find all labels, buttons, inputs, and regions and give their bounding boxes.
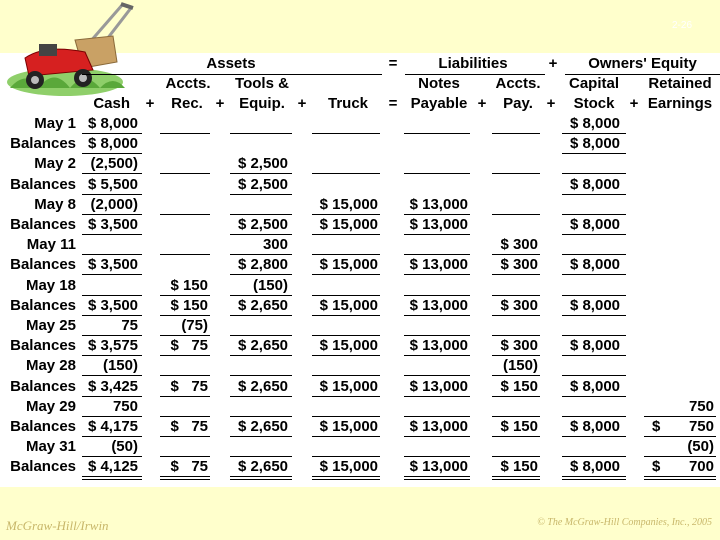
cell-truck: $ 15,000 <box>319 377 378 395</box>
cell-retained-dollar: $ <box>652 458 661 476</box>
cell-underline <box>312 479 380 480</box>
cell-underline <box>160 173 210 174</box>
cell-underline <box>312 234 380 235</box>
cell-notes-payable: $ 13,000 <box>409 195 468 213</box>
cell-underline <box>230 295 292 296</box>
header-equals-2: = <box>388 95 398 112</box>
lawn-mower-icon <box>5 0 140 100</box>
row-label: Balances <box>10 458 76 476</box>
header-pay: Pay. <box>503 95 533 112</box>
cell-notes-payable: $ 13,000 <box>409 337 468 355</box>
cell-cash: (50) <box>111 438 138 456</box>
cell-underline <box>404 416 470 417</box>
row-label: Balances <box>10 377 76 395</box>
cell-underline <box>160 479 210 480</box>
cell-underline <box>312 396 380 397</box>
cell-underline <box>562 396 626 397</box>
cell-tools-equipment: (150) <box>252 276 288 294</box>
cell-accounts-receivable: $ 75 <box>170 337 208 355</box>
cell-underline <box>562 214 626 215</box>
cell-notes-payable: $ 13,000 <box>409 256 468 274</box>
cell-underline <box>492 254 540 255</box>
cell-notes-payable: $ 13,000 <box>409 418 468 435</box>
cell-tools-equipment: $ 2,650 <box>237 337 288 355</box>
header-plus-5: + <box>546 95 556 112</box>
cell-cash: $ 4,175 <box>87 418 138 435</box>
cell-underline <box>404 456 470 457</box>
row-label: May 31 <box>25 438 76 456</box>
cell-underline <box>492 335 540 336</box>
cell-underline <box>404 479 470 480</box>
cell-accounts-payable: $ 150 <box>500 418 538 435</box>
cell-accounts-receivable: (75) <box>181 317 208 334</box>
copyright: © The McGraw-Hill Companies, Inc., 2005 <box>537 517 712 528</box>
cell-underline <box>312 295 380 296</box>
cell-tools-equipment: $ 2,650 <box>237 296 288 314</box>
cell-underline <box>82 153 142 154</box>
row-label: May 28 <box>25 357 76 375</box>
cell-capital-stock: $ 8,000 <box>569 377 620 395</box>
row-label: Balances <box>10 296 76 314</box>
cell-underline <box>562 274 626 275</box>
header-equip: Equip. <box>239 95 285 112</box>
cell-notes-payable: $ 13,000 <box>409 458 468 476</box>
cell-tools-equipment: $ 2,800 <box>237 256 288 274</box>
cell-cash: $ 3,500 <box>87 256 138 274</box>
cell-underline <box>562 355 626 356</box>
cell-underline <box>312 335 380 336</box>
cell-underline <box>82 173 142 174</box>
header-rec: Rec. <box>171 95 203 112</box>
cell-accounts-payable: $ 150 <box>500 458 538 476</box>
cell-underline <box>404 436 470 437</box>
cell-capital-stock: $ 8,000 <box>569 115 620 132</box>
cell-underline <box>312 133 380 134</box>
cell-underline <box>312 173 380 174</box>
cell-underline <box>160 436 210 437</box>
cell-notes-payable: $ 13,000 <box>409 296 468 314</box>
cell-underline <box>562 436 626 437</box>
cell-underline <box>230 436 292 437</box>
cell-underline <box>312 476 380 477</box>
row-label: May 1 <box>34 115 76 132</box>
cell-underline <box>160 416 210 417</box>
cell-accounts-payable: $ 150 <box>500 377 538 395</box>
header-equals: = <box>388 55 398 72</box>
header-assets: Assets <box>206 55 256 72</box>
cell-underline <box>230 214 292 215</box>
cell-underline <box>160 133 210 134</box>
cell-underline <box>160 254 210 255</box>
cell-underline <box>230 315 292 316</box>
cell-underline <box>492 214 540 215</box>
row-label: Balances <box>10 175 76 193</box>
cell-tools-equipment: $ 2,650 <box>237 458 288 476</box>
cell-underline <box>160 315 210 316</box>
cell-accounts-payable: $ 300 <box>500 337 538 355</box>
header-stock: Stock <box>573 95 615 112</box>
row-label: May 11 <box>26 236 76 254</box>
cell-capital-stock: $ 8,000 <box>569 337 620 355</box>
cell-underline <box>404 133 470 134</box>
cell-underline <box>82 254 142 255</box>
cell-underline <box>404 476 470 477</box>
cell-cash: $ 4,125 <box>87 458 138 476</box>
cell-tools-equipment: $ 2,500 <box>237 216 288 233</box>
cell-tools-equipment: $ 2,650 <box>237 418 288 435</box>
cell-underline <box>404 234 470 235</box>
cell-accounts-receivable: $ 150 <box>170 296 208 314</box>
header-truck: Truck <box>327 95 369 112</box>
cell-underline <box>230 476 292 477</box>
cell-underline <box>492 436 540 437</box>
cell-accounts-receivable: $ 150 <box>170 276 208 294</box>
cell-underline <box>404 315 470 316</box>
cell-underline <box>160 355 210 356</box>
cell-underline <box>404 173 470 174</box>
cell-cash: $ 3,425 <box>87 377 138 395</box>
cell-underline <box>82 396 142 397</box>
header-plus-2: + <box>215 95 225 112</box>
header-plus-3: + <box>297 95 307 112</box>
header-tools-top: Tools & <box>235 75 289 92</box>
cell-underline <box>404 254 470 255</box>
cell-accounts-receivable: $ 75 <box>170 418 208 435</box>
cell-capital-stock: $ 8,000 <box>569 135 620 153</box>
cell-accounts-payable: $ 300 <box>500 296 538 314</box>
cell-underline <box>492 375 540 376</box>
cell-underline <box>562 254 626 255</box>
cell-underline <box>82 335 142 336</box>
cell-cash: $ 3,500 <box>87 296 138 314</box>
cell-underline <box>562 335 626 336</box>
cell-underline <box>644 436 716 437</box>
cell-cash: $ 8,000 <box>87 115 138 132</box>
header-plus: + <box>548 55 558 72</box>
cell-underline <box>82 416 142 417</box>
cell-cash: (150) <box>102 357 138 375</box>
cell-underline <box>562 173 626 174</box>
row-label: May 25 <box>25 317 76 334</box>
cell-underline <box>230 456 292 457</box>
cell-underline <box>230 173 292 174</box>
cell-underline <box>644 476 716 477</box>
cell-underline <box>644 416 716 417</box>
cell-underline <box>82 274 142 275</box>
row-label: Balances <box>10 256 76 274</box>
cell-truck: $ 15,000 <box>319 216 378 233</box>
row-label: May 29 <box>25 397 76 415</box>
header-liabilities: Liabilities <box>438 55 508 72</box>
cell-underline <box>562 315 626 316</box>
cell-underline <box>404 355 470 356</box>
row-label: Balances <box>10 418 76 435</box>
cell-underline <box>230 335 292 336</box>
cell-underline <box>562 234 626 235</box>
cell-underline <box>492 456 540 457</box>
cell-capital-stock: $ 8,000 <box>569 256 620 274</box>
cell-underline <box>230 133 292 134</box>
row-label: May 18 <box>25 276 76 294</box>
cell-retained-earnings: 750 <box>688 418 714 435</box>
cell-underline <box>312 456 380 457</box>
row-label: Balances <box>10 337 76 355</box>
header-earnings: Earnings <box>647 95 713 112</box>
cell-capital-stock: $ 8,000 <box>569 458 620 476</box>
cell-underline <box>82 375 142 376</box>
cell-underline <box>492 274 540 275</box>
cell-accounts-receivable: $ 75 <box>170 377 208 395</box>
header-owners-equity: Owners' Equity <box>588 55 697 72</box>
row-label: Balances <box>10 216 76 233</box>
cell-underline <box>404 396 470 397</box>
cell-underline <box>160 456 210 457</box>
cell-underline <box>562 479 626 480</box>
cell-tools-equipment: $ 2,650 <box>237 377 288 395</box>
cell-underline <box>82 214 142 215</box>
cell-underline <box>160 335 210 336</box>
cell-underline <box>230 396 292 397</box>
cell-underline <box>230 416 292 417</box>
cell-underline <box>160 396 210 397</box>
header-payable: Payable <box>410 95 468 112</box>
cell-retained-earnings: 750 <box>688 397 714 415</box>
cell-underline <box>82 479 142 480</box>
cell-underline <box>562 133 626 134</box>
header-plus-1: + <box>145 95 155 112</box>
cell-accounts-payable: $ 300 <box>500 236 538 254</box>
cell-underline <box>404 375 470 376</box>
cell-accounts-payable: $ 300 <box>500 256 538 274</box>
cell-truck: $ 15,000 <box>319 256 378 274</box>
cell-capital-stock: $ 8,000 <box>569 216 620 233</box>
cell-notes-payable: $ 13,000 <box>409 377 468 395</box>
cell-truck: $ 15,000 <box>319 337 378 355</box>
cell-truck: $ 15,000 <box>319 195 378 213</box>
cell-underline <box>82 194 142 195</box>
cell-cash: $ 8,000 <box>87 135 138 153</box>
cell-underline <box>82 355 142 356</box>
header-plus-4: + <box>477 95 487 112</box>
cell-accounts-payable: (150) <box>502 357 538 375</box>
cell-underline <box>644 479 716 480</box>
header-capital-top: Capital <box>568 75 619 92</box>
cell-underline <box>312 375 380 376</box>
cell-underline <box>404 214 470 215</box>
cell-cash: $ 3,575 <box>87 337 138 355</box>
cell-underline <box>404 274 470 275</box>
cell-cash: $ 5,500 <box>87 175 138 193</box>
header-notes-top: Notes <box>418 75 460 92</box>
publisher: McGraw-Hill/Irwin <box>6 518 109 533</box>
header-accts-pay-top: Accts. <box>495 75 541 92</box>
cell-underline <box>492 173 540 174</box>
cell-retained-earnings: 700 <box>688 458 714 476</box>
cell-underline <box>230 355 292 356</box>
cell-notes-payable: $ 13,000 <box>409 216 468 233</box>
cell-truck: $ 15,000 <box>319 296 378 314</box>
cell-underline <box>404 295 470 296</box>
cell-tools-equipment: $ 2,500 <box>237 175 288 193</box>
cell-underline <box>492 295 540 296</box>
cell-underline <box>160 375 210 376</box>
header-cash: Cash <box>93 95 130 112</box>
row-label: May 2 <box>34 155 76 173</box>
cell-underline <box>562 456 626 457</box>
cell-underline <box>82 295 142 296</box>
cell-underline <box>82 456 142 457</box>
cell-capital-stock: $ 8,000 <box>569 175 620 193</box>
cell-underline <box>492 355 540 356</box>
cell-cash: (2,000) <box>90 195 138 213</box>
cell-underline <box>82 133 142 134</box>
cell-underline <box>82 315 142 316</box>
cell-tools-equipment: 300 <box>262 236 288 254</box>
cell-underline <box>82 436 142 437</box>
cell-underline <box>492 476 540 477</box>
cell-underline <box>312 274 380 275</box>
cell-underline <box>82 234 142 235</box>
cell-underline <box>312 315 380 316</box>
cell-accounts-receivable: $ 75 <box>170 458 208 476</box>
cell-underline <box>562 194 626 195</box>
row-label: Balances <box>10 135 76 153</box>
cell-underline <box>160 476 210 477</box>
cell-underline <box>312 214 380 215</box>
cell-underline <box>492 133 540 134</box>
cell-tools-equipment: $ 2,500 <box>237 155 288 173</box>
cell-underline <box>82 476 142 477</box>
page-number: 2-26 <box>672 20 693 31</box>
cell-underline <box>160 214 210 215</box>
cell-underline <box>492 416 540 417</box>
cell-underline <box>644 456 716 457</box>
cell-underline <box>492 479 540 480</box>
header-retained-top: Retained <box>648 75 712 92</box>
cell-underline <box>492 396 540 397</box>
cell-cash: 750 <box>112 397 138 415</box>
cell-underline <box>404 335 470 336</box>
cell-underline <box>312 416 380 417</box>
cell-underline <box>562 476 626 477</box>
header-accts-rec-top: Accts. <box>165 75 211 92</box>
cell-capital-stock: $ 8,000 <box>569 418 620 435</box>
cell-underline <box>562 295 626 296</box>
cell-underline <box>230 479 292 480</box>
cell-underline <box>312 254 380 255</box>
cell-cash: 75 <box>121 317 138 334</box>
cell-retained-earnings: (50) <box>687 438 714 456</box>
cell-underline <box>312 436 380 437</box>
cell-underline <box>230 274 292 275</box>
cell-underline <box>230 234 292 235</box>
cell-underline <box>492 315 540 316</box>
row-label: May 8 <box>34 195 76 213</box>
cell-cash: $ 3,500 <box>87 216 138 233</box>
cell-underline <box>562 416 626 417</box>
header-plus-6: + <box>629 95 639 112</box>
cell-underline <box>230 254 292 255</box>
cell-truck: $ 15,000 <box>319 418 378 435</box>
cell-underline <box>312 355 380 356</box>
cell-underline <box>562 153 626 154</box>
cell-underline <box>160 295 210 296</box>
cell-underline <box>230 194 292 195</box>
cell-underline <box>230 375 292 376</box>
cell-underline <box>562 375 626 376</box>
cell-capital-stock: $ 8,000 <box>569 296 620 314</box>
cell-cash: (2,500) <box>90 155 138 173</box>
cell-truck: $ 15,000 <box>319 458 378 476</box>
cell-retained-dollar: $ <box>652 418 661 435</box>
